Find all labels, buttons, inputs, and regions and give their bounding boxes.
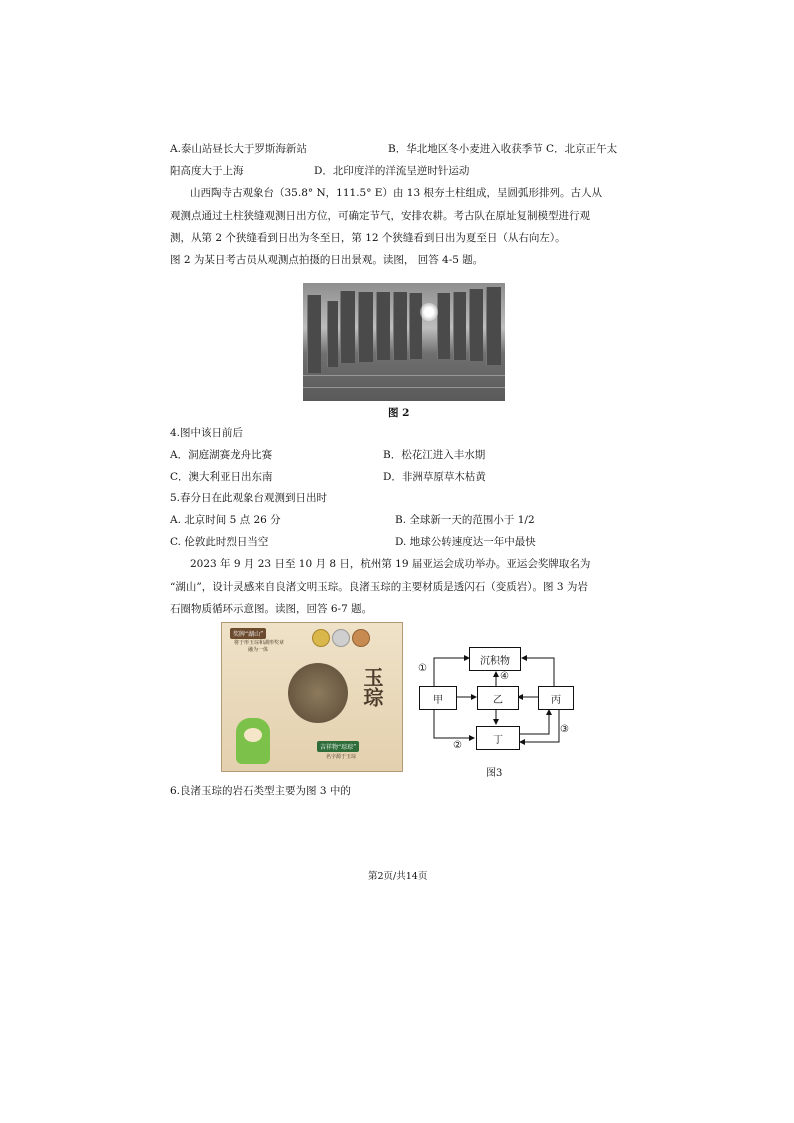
rammed-earth-pillar bbox=[486, 287, 501, 365]
arrow-label-3: ③ bbox=[560, 724, 569, 735]
arrow-label-2: ② bbox=[453, 740, 462, 751]
figure-3-jade-cong-poster bbox=[221, 622, 403, 772]
rammed-earth-pillar bbox=[469, 289, 483, 361]
q5-stem: 5.春分日在此观象台观测到日出时 bbox=[170, 492, 328, 504]
medal-description-line-2: 融为一体 bbox=[248, 647, 269, 653]
rammed-earth-pillar bbox=[340, 291, 355, 363]
q4-option-c: C．澳大利亚日出东南 bbox=[170, 471, 273, 483]
passage1-line-4: 图 2 为某日考古员从观测点拍摄的日出景观。读图， 回答 4-5 题。 bbox=[170, 254, 484, 266]
ground-line bbox=[303, 375, 505, 376]
ground-line bbox=[303, 387, 505, 388]
arrow-label-4: ④ bbox=[500, 671, 509, 682]
gold-medal-icon bbox=[312, 629, 330, 647]
silver-medal-icon bbox=[332, 629, 350, 647]
passage1-line-3: 测，从第 2 个狭缝看到日出为冬至日，第 12 个狭缝看到日出为夏至日（从右向左）。 bbox=[170, 232, 566, 244]
rock-cycle-node-yi: 乙 bbox=[477, 686, 519, 710]
rock-cycle-node-ding: 丁 bbox=[476, 726, 520, 750]
q3-option-b-c: B．华北地区冬小麦进入收获季节 C．北京正午太 bbox=[388, 143, 618, 155]
rock-cycle-node-jia: 甲 bbox=[419, 686, 457, 710]
q4-option-a: A．洞庭湖赛龙舟比赛 bbox=[170, 449, 273, 461]
medal-description-line-1: 将于形玉琮和湖形奖章 bbox=[234, 640, 285, 646]
rammed-earth-pillar bbox=[393, 292, 407, 360]
rising-sun bbox=[420, 303, 438, 321]
rammed-earth-pillar bbox=[453, 292, 466, 360]
page-number-footer: 第2页/共14页 bbox=[368, 871, 428, 882]
rock-cycle-node-bing: 丙 bbox=[538, 686, 574, 710]
q5-option-c: C. 伦敦此时烈日当空 bbox=[170, 536, 269, 548]
rock-cycle-node-sediment: 沉积物 bbox=[469, 647, 521, 671]
jade-cong-title: 玉琮 bbox=[360, 667, 384, 707]
passage2-line-2: “湖山”，设计灵感来自良渚文明玉琮。良渚玉琮的主要材质是透闪石（变质岩）。图 3 为岩 bbox=[170, 581, 588, 593]
q4-stem: 4.图中该日前后 bbox=[170, 427, 244, 439]
q3-option-a: A.泰山站昼长大于罗斯海新站 bbox=[170, 143, 307, 155]
q5-option-b: B. 全球新一天的范围小于 1/2 bbox=[395, 514, 535, 526]
figure-3-caption: 图3 bbox=[486, 768, 503, 779]
q5-option-d: D. 地球公转速度达一年中最快 bbox=[395, 536, 536, 548]
passage1-line-1: 山西陶寺古观象台（35.8° N，111.5° E）由 13 根夯土柱组成，呈圆弧形排列。古人从 bbox=[190, 187, 603, 199]
figure-2-sunrise-photo bbox=[303, 283, 505, 401]
rammed-earth-pillar bbox=[376, 292, 390, 360]
jade-cong-image bbox=[288, 663, 348, 723]
bronze-medal-icon bbox=[352, 629, 370, 647]
medal-name-badge: 奖牌“湖山” bbox=[230, 628, 266, 639]
rammed-earth-pillar bbox=[437, 293, 450, 359]
passage2-line-3: 石圈物质循环示意图。读图，回答 6-7 题。 bbox=[170, 603, 373, 615]
q5-option-a: A. 北京时间 5 点 26 分 bbox=[170, 514, 281, 526]
q3-option-d: D．北印度洋的洋流呈逆时针运动 bbox=[314, 165, 470, 177]
rammed-earth-pillar bbox=[327, 301, 338, 367]
mascot-description: 名字源于玉琮 bbox=[326, 754, 357, 760]
rammed-earth-pillar bbox=[358, 292, 373, 362]
q3-option-c-continued: 阳高度大于上海 bbox=[170, 165, 244, 177]
arrow-label-1: ① bbox=[418, 663, 427, 674]
mascot-face-icon bbox=[244, 728, 262, 742]
figure-2-caption: 图 2 bbox=[388, 407, 410, 419]
q4-option-b: B．松花江进入丰水期 bbox=[383, 449, 486, 461]
rammed-earth-pillar bbox=[409, 293, 422, 359]
passage2-line-1: 2023 年 9 月 23 日至 10 月 8 日，杭州第 19 届亚运会成功举办。亚运会奖牌取名为 bbox=[190, 558, 591, 570]
q6-stem: 6.良渚玉琮的岩石类型主要为图 3 中的 bbox=[170, 785, 351, 797]
mascot-name-badge: 吉祥物“琮琮” bbox=[317, 741, 359, 752]
passage1-line-2: 观测点通过土柱狭缝观测日出方位，可确定节气，安排农耕。考古队在原址复制模型进行观 bbox=[170, 210, 590, 222]
rammed-earth-pillar bbox=[307, 295, 321, 373]
q4-option-d: D．非洲草原草木枯黄 bbox=[383, 471, 486, 483]
